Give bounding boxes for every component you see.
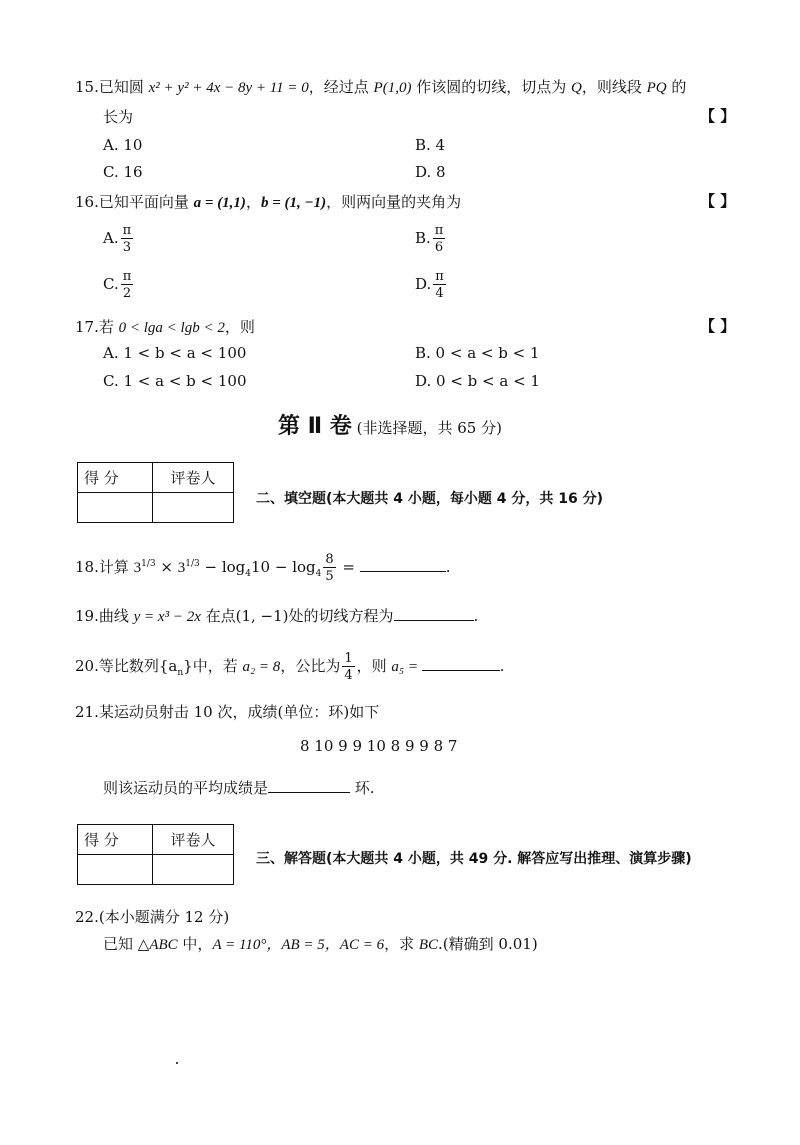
option-16-b[interactable]: B. $\frac{\pi}{6}$: [415, 223, 444, 255]
grader-label: 评卷人: [153, 825, 234, 855]
score-cell[interactable]: [78, 855, 153, 885]
question-21-line1: 21.某运动员射击 10 次，成绩(单位：环)如下: [75, 703, 380, 721]
option-15-a[interactable]: A. 10: [103, 136, 143, 154]
answer-bracket-16[interactable]: 【 】: [700, 192, 736, 210]
question-16-line1: 16.已知平面向量 a = (1,1)，b = (1, −1)，则两向量的夹角为: [75, 193, 462, 211]
option-17-c[interactable]: C. 1 < a < b < 100: [103, 372, 247, 390]
score-table-2: [77, 824, 234, 885]
answer-blank-18[interactable]: [360, 557, 446, 572]
answer-blank-21[interactable]: [268, 778, 350, 793]
score-table-1: [77, 462, 234, 523]
option-17-d[interactable]: D. 0 < b < a < 1: [415, 372, 540, 390]
option-17-b[interactable]: B. 0 < a < b < 1: [415, 344, 540, 362]
section3-title: 三、解答题(本大题共 4 小题，共 49 分. 解答应写出推理、演算步骤): [256, 851, 692, 867]
grader-label: 评卷人: [153, 463, 234, 493]
question-number: 19.: [75, 607, 99, 625]
option-17-a[interactable]: A. 1 < b < a < 100: [103, 344, 247, 362]
circle-equation: x² + y² + 4x − 8y + 11 = 0: [148, 80, 309, 96]
option-16-a[interactable]: A. $\frac{\pi}{3}$: [103, 223, 132, 255]
score-label: 得 分: [78, 825, 153, 855]
question-number: 20.: [75, 657, 99, 675]
question-number: 16.: [75, 193, 99, 211]
option-15-b[interactable]: B. 4: [415, 136, 446, 154]
answer-blank-20[interactable]: [422, 656, 500, 671]
option-15-c[interactable]: C. 16: [103, 163, 143, 181]
question-number: 21.: [75, 703, 99, 721]
answer-bracket-15[interactable]: 【 】: [700, 107, 736, 125]
score-list: 8 10 9 9 10 8 9 9 8 7: [300, 737, 458, 755]
question-19: 19.曲线 y = x³ − 2x 在点(1, −1)处的切线方程为 .: [75, 607, 479, 625]
scan-speck: [176, 1062, 178, 1064]
question-15-line2: 长为: [103, 108, 134, 126]
question-number: 22.: [75, 908, 99, 926]
answer-bracket-17[interactable]: 【 】: [700, 317, 736, 335]
question-22-header: 22.(本小题满分 12 分): [75, 908, 230, 926]
score-cell[interactable]: [78, 493, 153, 523]
question-number: 18.: [75, 558, 99, 576]
option-16-d[interactable]: D. $\frac{\pi}{4}$: [415, 269, 444, 301]
answer-blank-19[interactable]: [394, 606, 474, 621]
question-20: 20.等比数列$\{a_n\}$中，若 a₂ = 8，公比为 $\frac{1}{4}$ ，则 a₅ = .: [75, 651, 505, 683]
question-17-line1: 17.若 0 < lga < lgb < 2，则: [75, 318, 255, 336]
option-15-d[interactable]: D. 8: [415, 163, 446, 181]
grader-cell[interactable]: [153, 493, 234, 523]
question-22-body: 已知 △ABC 中，A = 110°，AB = 5，AC = 6，求 BC.(精确到 0.01): [103, 935, 538, 953]
question-18: 18.计算 $3^{1/3} \times 3^{1/3} - \log_410 - \log_4$ $\frac{8}{5}$ = .: [75, 552, 451, 584]
question-21-line3: 则该运动员的平均成绩是 环.: [103, 779, 375, 797]
option-16-c[interactable]: C. $\frac{\pi}{2}$: [103, 269, 132, 301]
question-number: 17.: [75, 318, 99, 336]
part2-title: 第 Ⅱ 卷 (非选择题，共 65 分): [278, 414, 502, 439]
section2-title: 二、填空题(本大题共 4 小题，每小题 4 分，共 16 分): [256, 491, 604, 507]
grader-cell[interactable]: [153, 855, 234, 885]
score-label: 得 分: [78, 463, 153, 493]
question-number: 15.: [75, 78, 99, 96]
question-15-line1: 15.已知圆 x² + y² + 4x − 8y + 11 = 0，经过点 P(1,0) 作该圆的切线，切点为 Q，则线段 PQ 的: [75, 78, 687, 96]
